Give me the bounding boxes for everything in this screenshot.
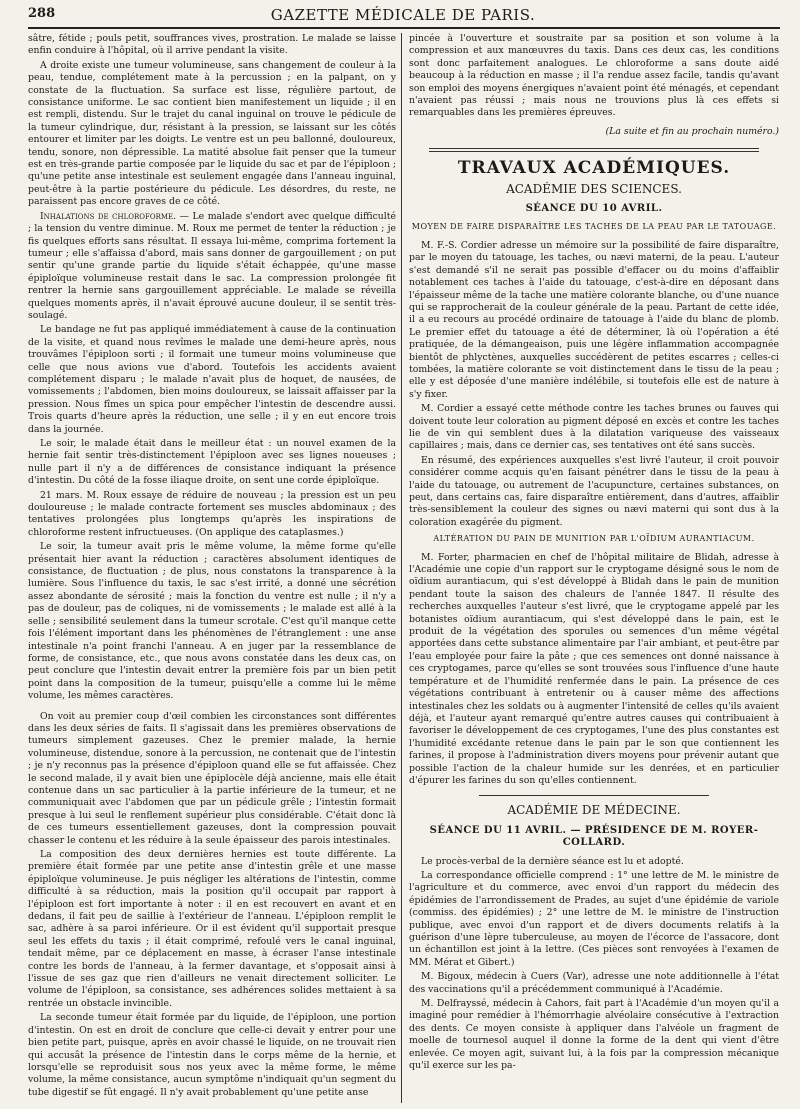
paragraph	[28, 211, 396, 323]
inline-heading: Inhalations de chloroforme.	[40, 210, 177, 222]
continued-note: (La suite et fin au prochain numéro.)	[605, 125, 779, 137]
paragraph: pincée à l'ouverture et soustraite par sa position et son volume à la compression et aux manœuvres du taxis. Dans ces deux cas, les conditions sont donc parfaitement analogues. Le chloroforme a sans doute aidé beaucoup à la réduction en masse ; il l'a rendue assez facile, tandis qu'avant son emploi des moyens énergiques n'avaient point été ménagés, et cependant n'avaient pas réussi ; mais nous ne trouvions plus là ces effets si remarquables dans les premières épreuves.	[409, 33, 779, 119]
section-title: TRAVAUX ACADÉMIQUES.	[457, 158, 731, 179]
paragraph: La seconde tumeur était formée par du liquide, de l'épiploon, une portion d'intestin. On est en droit de conclure que celle-ci devait y entrer pour une bien petite part, puisque, après en avoir chassé le liquide, on ne trouvait rien qui accusât la présence de l'intestin dans le corps même de la hernie, et lorsqu'elle se reproduisit sous nos yeux avec la même forme, le même volume, la même consistance, aucun symptôme n'indiquait qu'un segment du tube digestif se fût engagé. Il n'y avait probablement qu'une petite anse	[28, 1012, 396, 1098]
paragraph: M. Forter, pharmacien en chef de l'hôpital militaire de Blidah, adresse à l'Académie une copie d'un rapport sur le cryptogame désigné sous le nom de oïdium aurantiacum, qui s'est développé à Blidah dans le pain de munition pendant toute la saison des chaleurs de l'année 1847. Il résulte des recherches auxquelles l'auteur s'est livré, que le cryptogame appelé par les botanistes oïdium aurantiacum, qui s'est développé dans le pain, est le produit de la végétation des sporules ou semences d'un même végétal apportées dans cette substance alimentaire par l'air ambiant, et peut-être par l'eau employée pour faire la pâte ; que ces semences ont donné naissance à ces cryptogames, parce qu'elles se sont trouvées sous l'influence d'une haute température et de l'humidité renfermée dans le pain. La présence de ces végétations contribuant à entretenir ou à causer même des affections intestinales chez les soldats ou à augmenter l'intensité de celles qu'ils avaient déjà, et l'auteur ayant remarqué qu'entre autres causes qui contribuaient à favoriser le développement de ces cryptogames, l'une des plus constantes est l'humidité excédante retenue dans le pain par le son que contiennent les farines, il propose à l'administration divers moyens pour prévenir autant que possible l'action de la chaleur humide sur les denrées, et en particulier d'épurer les farines du son qu'elles contiennent.	[409, 551, 779, 786]
column-divider	[401, 33, 402, 1103]
paragraph: M. F.-S. Cordier adresse un mémoire sur la possibilité de faire disparaître, par le moyen du tatouage, les taches, ou nævi materni, de la peau. L'auteur s'est demandé s'il ne serait pas possible d'effacer ou du moins d'affaiblir notablement ces taches à l'aide du tatouage, c'est-à-dire en déposant dans l'épaisseur même de la tache une matière colorante blanche, ou d'une nuance qui se rapprocherait de la couleur générale de la peau. Partant de cette idée, il a eu recours au procédé ordinaire de tatouage à l'aide du blanc de plomb. Le premier effet du tatouage a été de déterminer, là où l'opération a été pratiquée, de la démangeaison, puis une légère inflammation accompagnée bientôt de phlyctènes, auxquelles succédèrent de petites escarres ; celles-ci tombées, la matière colorante se voit distinctement dans le tissu de la peau ; elle y est déposée d'une manière indélébile, si toutefois elle est de nature à s'y fixer.	[409, 239, 779, 400]
paragraph: 21 mars. M. Roux essaye de réduire de nouveau ; la pression est un peu douloureuse ; le malade contracte fortement ses muscles abdominaux ; des tentatives prolongées plus longtemps qu'après les inspirations de chloroforme restent infructueuses. (On applique des cataplasmes.)	[28, 489, 396, 538]
session-heading: SÉANCE DU 11 AVRIL. — PRÉSIDENCE DE M. ROYER-COLLARD.	[429, 824, 759, 849]
page-header	[28, 4, 778, 26]
academy-title: ACADÉMIE DES SCIENCES.	[506, 181, 682, 196]
paragraph: M. Delfrayssé, médecin à Cahors, fait part à l'Académie d'un moyen qu'il a imaginé pour remédier à l'hémorrhagie alvéolaire consécutive à l'extraction des dents. Ce moyen consiste à appliquer dans l'alvéole un fragment de moelle de tournesol auquel il donne la forme de la dent qui vient d'être enlevée. Ce moyen agit, suivant lui, à la fois par la compression mécanique qu'il exerce sur les pa-	[409, 998, 779, 1072]
paragraph: M. Bigoux, médecin à Cuers (Var), adresse une note additionnelle à l'état des vaccinations qu'il a précédemment communiqué à l'Académie.	[409, 971, 779, 995]
paragraph: A droite existe une tumeur volumineuse, sans changement de couleur à la peau, tendue, complétement mate à la percussion ; en la palpant, on y constate de la fluctuation. Sa surface est lisse, régulière partout, de consistance uniforme. Le sac contient bien manifestement un liquide ; il en est rempli, distendu. Sur le trajet du canal inguinal on trouve le pédicule de la tumeur cylindrique, dur, résistant à la pression, se laissant sur les côtés entourer et limiter par les doigts. Le ventre est un peu ballonné, douloureux, tendu, sonore, non dépressible. La matité absolue fait penser que la tumeur est en très-grande partie composée par le liquide du sac et par de l'épiploon ; qu'une petite anse intestinale est seulement engagée dans l'anneau inguinal, peut-être à la partie postérieure du pédicule. Les désordres, du reste, ne paraissent pas encore graves de ce côté.	[28, 59, 396, 208]
paragraph: La composition des deux dernières hernies est toute différente. La première était formée par une petite anse d'intestin grêle et une masse épiploïque volumineuse. Je puis négliger les altérations de l'intestin, comme difficulté à sa réduction, mais la position qu'il occupait par rapport à l'épiploon est fort importante à noter : il en est recouvert en avant et en dedans, il fait peu de saillie à l'extérieur de l'anneau. L'épiploon remplit le sac, adhère à sa paroi inférieure. Or il est évident qu'il supportait presque seul les effets du taxis ; il était comprimé, refoulé vers le canal inguinal, tendait même, par ce déplacement en masse, à écraser l'anse intestinale contre les bords de l'anneau, à la fermer davantage, et s'opposait ainsi à l'issue de ses gaz que rien d'ailleurs ne venait directement solliciter. Le volume de l'épiploon, sa consistance, ses adhérences solides mettaient à sa rentrée un obstacle invincible.	[28, 849, 396, 1009]
paragraph: Le soir, le malade était dans le meilleur état : un nouvel examen de la hernie fait sentir très-distinctement l'épiploon avec ses lignes noueuses ; nulle part il n'y a de différences de consistance indiquant la présence d'intestin. Du côté de la fosse iliaque droite, on sent une corde épiploïque.	[28, 438, 396, 487]
section-rule	[429, 148, 759, 152]
paragraph: La correspondance officielle comprend : 1° une lettre de M. le ministre de l'agriculture et du commerce, avec envoi d'un rapport du médecin des épidémies de l'arrondissement de Prades, au sujet d'une épidémie de variole (commiss. des épidémies) ; 2° une lettre de M. le ministre de l'instruction publique, avec envoi d'un rapport et de divers documents relatifs à la guérison d'une lèpre tuberculeuse, au moyen de l'écorce de l'assacore, dont un échantillon est joint à la lettre. (Ces pièces sont renvoyées à l'examen de MM. Mérat et Gibert.)	[409, 869, 779, 968]
page-number: 288	[28, 6, 56, 21]
article-title: MOYEN DE FAIRE DISPARAÎTRE LES TACHES DE LA PEAU PAR LE TATOUAGE.	[411, 222, 777, 232]
academy-title: ACADÉMIE DE MÉDECINE.	[507, 803, 681, 818]
article-title: ALTÉRATION DU PAIN DE MUNITION PAR L'OÏDIUM AURANTIACUM.	[433, 534, 755, 544]
section-rule	[479, 795, 709, 796]
journal-title: GAZETTE MÉDICALE DE PARIS.	[270, 6, 536, 24]
right-column	[409, 33, 779, 1103]
left-column	[28, 33, 396, 1103]
paragraph-text: — Le malade s'endort avec quelque difficulté ; la tension du ventre diminue. M. Roux me permet de tenter la réduction ; je fis quelques efforts sans résultat. Il essaya lui-même, comprima fortement la tumeur ; elle s'affaissa d'abord, mais sans donner de gargouillement ; on put sentir qu'une grande partie du liquide s'était échappée, qu'une masse épiploïque volumineuse restait dans le sac. La compression prolongée fit rentrer la hernie sans gargouillement appréciable. Le malade se réveilla quelques moments après, il n'avait éprouvé aucune douleur, il se sentit très-soulagé.	[28, 210, 396, 321]
paragraph: Le procès-verbal de la dernière séance est lu et adopté.	[421, 855, 684, 867]
header-rule	[28, 27, 780, 29]
paragraph: En résumé, des expériences auxquelles s'est livré l'auteur, il croit pouvoir considérer comme acquis qu'en faisant pénétrer dans le tissu de la peau à l'aide du tatouage, ou autrement de l'acupuncture, certaines substances, on peut, dans certains cas, faire disparaître entièrement, dans d'autres, affaiblir très-sensiblement la couleur des signes ou nævi materni qui sont dus à la coloration exagérée du pigment.	[409, 454, 779, 528]
paragraph: sâtre, fétide ; pouls petit, souffrances vives, prostration. Le malade se laisse enfin conduire à l'hôpital, où il arrive pendant la visite.	[28, 33, 396, 57]
paragraph: Le soir, la tumeur avait pris le même volume, la même forme qu'elle présentait hier avant la réduction ; caractères absolument identiques de consistance, de fluctuation ; de plus, nous constatons la transparence à la lumière. Sous l'influence du taxis, le sac s'est irrité, a donné une sécrétion assez abondante de sérosité ; mais la fonction du ventre est nulle ; il n'y a pas de douleur, pas de coliques, ni de vomissements ; le malade est allé à la selle ; sensibilité seulement dans la tumeur scrotale. C'est qu'il manque cette fois l'élément important dans les phénomènes de l'étranglement : une anse intestinale n'a point franchi l'anneau. A en juger par la ressemblance de forme, de consistance, etc., que nous avons constatée dans les deux cas, on peut conclure que l'intestin devait entrer la première fois par un bien petit point dans la composition de la tumeur, puisqu'elle a comme lui le même volume, les mêmes caractères.	[28, 541, 396, 702]
paragraph: Le bandage ne fut pas appliqué immédiatement à cause de la continuation de la visite, et quand nous revîmes le malade une demi-heure après, nous trouvâmes l'épiploon sorti ; il formait une tumeur moins volumineuse que celle que nous avions vue d'abord. Toutefois les accidents avaient complétement disparu ; le malade n'avait plus de hoquet, de nausées, de vomissements ; l'abdomen, bien moins douloureux, se laissait affaisser par la pression. Nous fîmes un spica pour empêcher l'intestin de descendre aussi. Trois quarts d'heure après la réduction, une selle ; il y en eut encore trois dans la journée.	[28, 324, 396, 435]
paragraph: M. Cordier a essayé cette méthode contre les taches brunes ou fauves qui doivent toute leur coloration au pigment déposé en excès et contre les taches lie de vin qui semblent dues à la dilatation variqueuse des vaisseaux capillaires ; mais, dans ce dernier cas, ses tentatives ont été sans succès.	[409, 403, 779, 452]
session-heading: SÉANCE DU 10 AVRIL.	[525, 203, 663, 215]
paragraph: On voit au premier coup d'œil combien les circonstances sont différentes dans les deux séries de faits. Il s'agissait dans les premières observations de tumeurs simplement gazeuses. Chez le premier malade, la hernie volumineuse, distendue, sonore à la percussion, ne contenait que de l'intestin ; je n'y reconnus pas la présence d'épiploon quand elle se fut affaissée. Chez le second malade, il y avait bien une épiplocèle déjà ancienne, mais elle était contenue dans un sac particulier à la partie inférieure de la tumeur, et ne communiquait avec l'abdomen que par un pédicule grêle ; l'intestin formait presque à lui seul le renflement supérieur plus considérable. C'était donc là de ces tumeurs essentiellement gazeuses, dont la compression pouvait chasser le contenu et les réduire à la seule épaisseur des parois intestinales.	[28, 710, 396, 846]
